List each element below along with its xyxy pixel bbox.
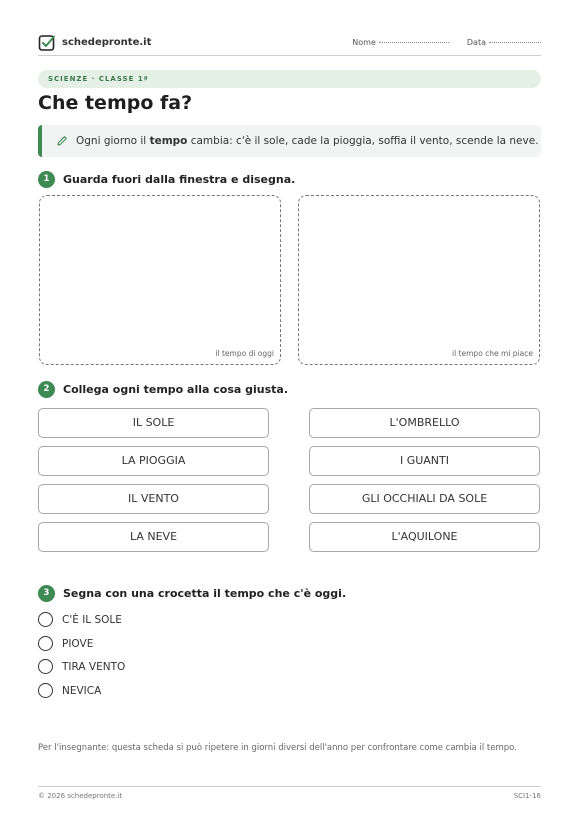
copyright: © 2026 schedepronte.it	[38, 792, 123, 800]
radio-circle[interactable]	[38, 612, 53, 627]
match-left-item[interactable]: IL SOLE	[38, 408, 269, 438]
match-right-item[interactable]: I GUANTI	[309, 446, 540, 476]
name-field[interactable]: Nome	[352, 38, 449, 47]
radio-circle[interactable]	[38, 659, 53, 674]
option-label: TIRA VENTO	[62, 660, 126, 673]
student-fields	[352, 38, 541, 47]
option-wind[interactable]	[38, 659, 125, 674]
option-label: PIOVE	[62, 637, 94, 650]
sheet-code: SCI1-16	[513, 792, 541, 800]
radio-circle[interactable]	[38, 636, 53, 651]
question-text: Guarda fuori dalla finestra e disegna.	[63, 173, 296, 186]
question-number: 3	[38, 585, 55, 602]
option-rain[interactable]	[38, 636, 93, 651]
question-text: Segna con una crocetta il tempo che c'è oggi.	[63, 587, 347, 600]
drawing-box-caption: il tempo di oggi	[215, 349, 274, 358]
match-left-item[interactable]: LA NEVE	[38, 522, 269, 552]
question-number: 2	[38, 381, 55, 398]
radio-circle[interactable]	[38, 683, 53, 698]
pencil-icon	[56, 135, 68, 147]
check-logo-icon	[38, 34, 56, 52]
match-right-item[interactable]: L'AQUILONE	[309, 522, 540, 552]
intro-box	[38, 125, 541, 157]
drawing-box-favorite[interactable]	[298, 195, 540, 365]
option-label: NEVICA	[62, 684, 102, 697]
option-label: C'È IL SOLE	[62, 613, 122, 626]
page-footer	[38, 786, 541, 800]
brand-name: schedepronte.it	[62, 37, 152, 48]
teacher-note: Per l'insegnante: questa scheda si può ripetere in giorni diversi dell'anno per confrontare come cambia il tempo.	[38, 743, 517, 753]
intro-text: Ogni giorno il tempo cambia: c'è il sole, cade la pioggia, soffia il vento, scende la neve.	[76, 135, 539, 147]
question-number: 1	[38, 171, 55, 188]
drawing-box-today[interactable]	[39, 195, 281, 365]
match-left-item[interactable]: IL VENTO	[38, 484, 269, 514]
question-2	[38, 381, 288, 398]
question-3	[38, 585, 346, 602]
question-1	[38, 171, 295, 188]
match-right-item[interactable]: GLI OCCHIALI DA SOLE	[309, 484, 540, 514]
match-left-item[interactable]: LA PIOGGIA	[38, 446, 269, 476]
drawing-box-caption: il tempo che mi piace	[452, 349, 533, 358]
subject-bar: SCIENZE · CLASSE 1ª	[38, 70, 541, 88]
question-text: Collega ogni tempo alla cosa giusta.	[63, 383, 289, 396]
match-right-item[interactable]: L'OMBRELLO	[309, 408, 540, 438]
page-header	[38, 30, 541, 56]
option-sun[interactable]	[38, 612, 122, 627]
option-snow[interactable]	[38, 683, 101, 698]
date-field[interactable]: Data	[467, 38, 541, 47]
page-title: Che tempo fa?	[38, 92, 193, 114]
